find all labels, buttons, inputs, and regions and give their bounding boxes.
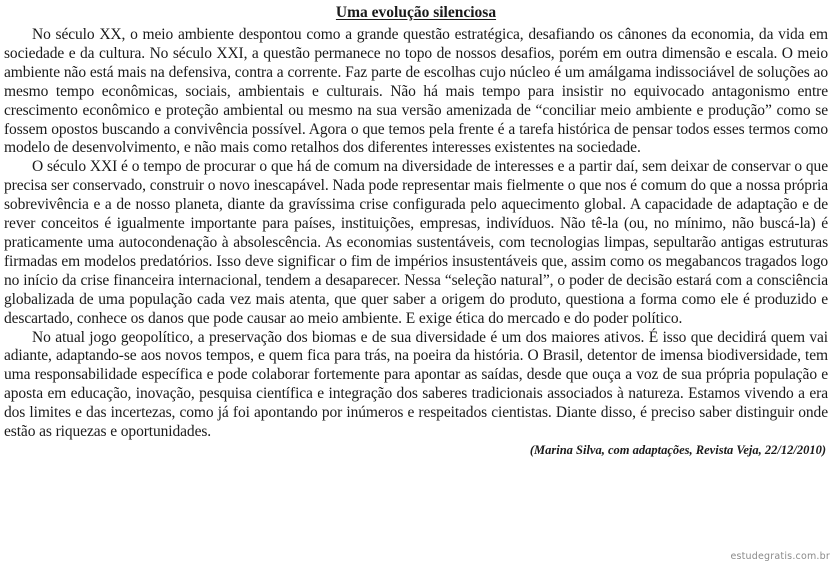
paragraph-2: O século XXI é o tempo de procurar o que há de comum na diversidade de interesses e a partir daí, sem deixar de conservar o que precisa ser conservado, construir o novo inescapável. Nada pode representar mais fielmente o que nos é comum do que a nossa própria sobrevivência e a de nosso planeta, diante da gravíssima crise configurada pelo aquecimento global. A capacidade de adaptação e de rever conceitos é igualmente importante para países, instituições, empresas, indivíduos. Não tê-la (ou, no mínimo, não buscá-la) é praticamente uma autocondenação à absolescência. As economias sustentáveis, com tecnologias limpas, sepultarão antigas estruturas firmadas em modelos predatórios. Isso deve significar o fim de impérios insustentáveis que, assim como os megabancos tragados logo no início da crise financeira internacional, tendem a desaparecer. Nessa “seleção natural”, o poder de decisão estará com a consciência globalizada de uma população cada vez mais atenta, que quer saber a origem do produto, questiona a forma como ele é produzido e descartado, conhece os danos que pode causar ao meio ambiente. E exige ética do mercado e do poder político. bbox=[4, 158, 828, 327]
document bbox=[4, 4, 828, 458]
paragraph-1: No século XX, o meio ambiente despontou como a grande questão estratégica, desafiando os cânones da economia, da vida em sociedade e da cultura. No século XXI, a questão permanece no topo de nossos desafios, porém em outra dimensão e escala. O meio ambiente não está mais na defensiva, contra a corrente. Faz parte de escolhas cujo núcleo é um amálgama indissociável de soluções ao mesmo tempo econômicas, sociais, ambientais e culturais. Não há mais tempo para insistir no equivocado antagonismo entre crescimento econômico e proteção ambiental ou mesmo na sua versão amenizada de “conciliar meio ambiente e produção” como se fossem opostos buscando a convivência possível. Agora o que temos pela frente é a tarefa histórica de pensar todos esses termos como modelo de desenvolvimento, e não mais como retalhos dos diferentes interesses existentes na sociedade. bbox=[4, 26, 828, 157]
source-citation: (Marina Silva, com adaptações, Revista Veja, 22/12/2010) bbox=[529, 442, 826, 457]
document-title bbox=[4, 4, 828, 26]
site-watermark: estudegratis.com.br bbox=[730, 551, 830, 562]
paragraph-3: No atual jogo geopolítico, a preservação dos biomas e de sua diversidade é um dos maiores ativos. É isso que decidirá quem vai adiante, adaptando-se aos novos tempos, e quem fica para trás, na poeira da história. O Brasil, detentor de imensa biodiversidade, tem uma responsabilidade específica e pode colaborar fortemente para apontar as saídas, desde que ouça a voz de sua própria população e aposta em educação, inovação, pesquisa científica e integração dos saberes tradicionais associados à natureza. Estamos vivendo a era dos limites e das incertezas, como já foi apontando por inúmeros e respeitados cientistas. Diante disso, é preciso saber distinguir onde estão as riquezas e oportunidades. bbox=[4, 328, 828, 441]
document-title-text: Uma evolução silenciosa bbox=[335, 4, 497, 21]
